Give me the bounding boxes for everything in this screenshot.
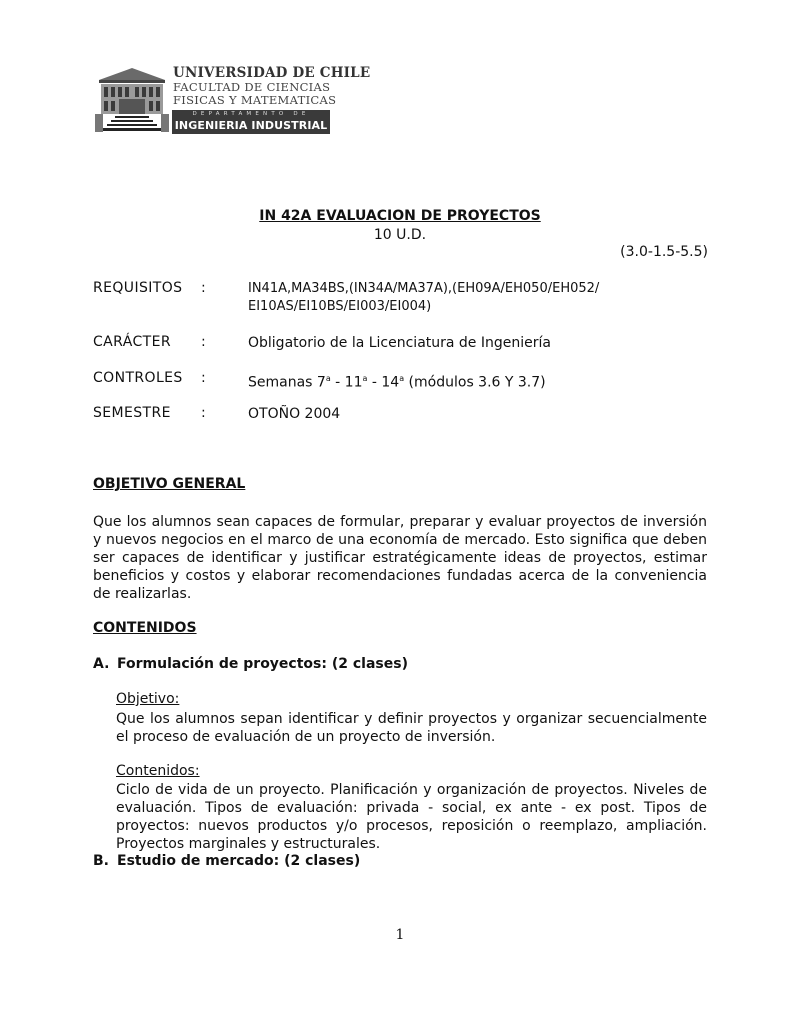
section-a-title: [93, 656, 408, 672]
row-value: IN41A,MA34BS,(IN34A/MA37A),(EH09A/EH050/EH052/ EI10AS/EI10BS/EI003/EI004): [248, 281, 600, 314]
section-b-title: [93, 853, 360, 869]
row-colon: :: [201, 280, 206, 296]
row-colon: :: [201, 370, 206, 386]
objetivo-heading: OBJETIVO GENERAL: [93, 476, 246, 492]
row-value: Obligatorio de la Licenciatura de Ingeniería: [248, 335, 551, 351]
logo-university-name: UNIVERSIDAD DE CHILE: [173, 65, 371, 81]
row-label: SEMESTRE: [93, 405, 171, 421]
section-title-text: Estudio de mercado: (2 clases): [117, 853, 361, 869]
section-letter: A.: [93, 656, 110, 672]
contenidos-text: Ciclo de vida de un proyecto. Planificación y organización de proyectos. Niveles de evaluación. Tipos de evaluación: privada - social, ex ante - ex post. Tipos de proyectos: nuevos productos y/o procesos, reposición o reemplazo, ampliación. Proyectos marginales y estructurales.: [116, 782, 707, 852]
section-title-text: Formulación de proyectos: (2 clases): [117, 656, 408, 672]
logo-department-band: [172, 110, 330, 134]
sup-a: a: [325, 374, 331, 383]
row-colon: :: [201, 405, 206, 421]
course-title: IN 42A EVALUACION DE PROYECTOS: [259, 208, 541, 224]
row-value: [248, 370, 713, 392]
building-icon: [95, 66, 169, 132]
controles-pre: Semanas 7: [248, 374, 326, 391]
logo-department-name: INGENIERIA INDUSTRIAL: [174, 119, 328, 132]
objetivo-label: Objetivo:: [116, 691, 180, 707]
section-letter: B.: [93, 853, 109, 869]
page-number: 1: [395, 927, 405, 943]
row-label: CONTROLES: [93, 370, 183, 386]
university-logo: [95, 65, 371, 134]
contenidos-label: Contenidos:: [116, 763, 200, 779]
course-hours: (3.0-1.5-5.5): [620, 244, 708, 260]
contenidos-heading: CONTENIDOS: [93, 620, 197, 636]
controles-post: (módulos 3.6 Y 3.7): [404, 374, 546, 391]
logo-faculty-line1: FACULTAD DE CIENCIAS: [173, 80, 331, 94]
logo-department-label: DEPARTAMENTO DE: [192, 111, 310, 117]
controles-mid2: - 14: [367, 374, 400, 391]
controles-mid1: - 11: [330, 374, 363, 391]
logo-faculty-line2: FISICAS Y MATEMATICAS: [173, 93, 337, 107]
row-value: OTOÑO 2004: [248, 406, 341, 422]
row-colon: :: [201, 334, 206, 350]
objetivo-paragraph: Que los alumnos sean capaces de formular, preparar y evaluar proyectos de inversión y nuevos negocios en el marco de una economía de mercado. Esto significa que deben ser capaces de identificar y justificar estratégicamente ideas de proyectos, estimar beneficios y costos y elaborar recomendaciones fundadas acerca de la conveniencia de realizarlas.: [93, 514, 707, 602]
row-label: REQUISITOS: [93, 280, 183, 296]
sup-a: a: [362, 374, 368, 383]
row-label: CARÁCTER: [93, 334, 171, 350]
course-units: 10 U.D.: [373, 227, 427, 243]
objetivo-text: Que los alumnos sepan identificar y definir proyectos y organizar secuencialmente el proceso de evaluación de un proyecto de inversión.: [116, 711, 707, 745]
sup-a: a: [399, 374, 405, 383]
